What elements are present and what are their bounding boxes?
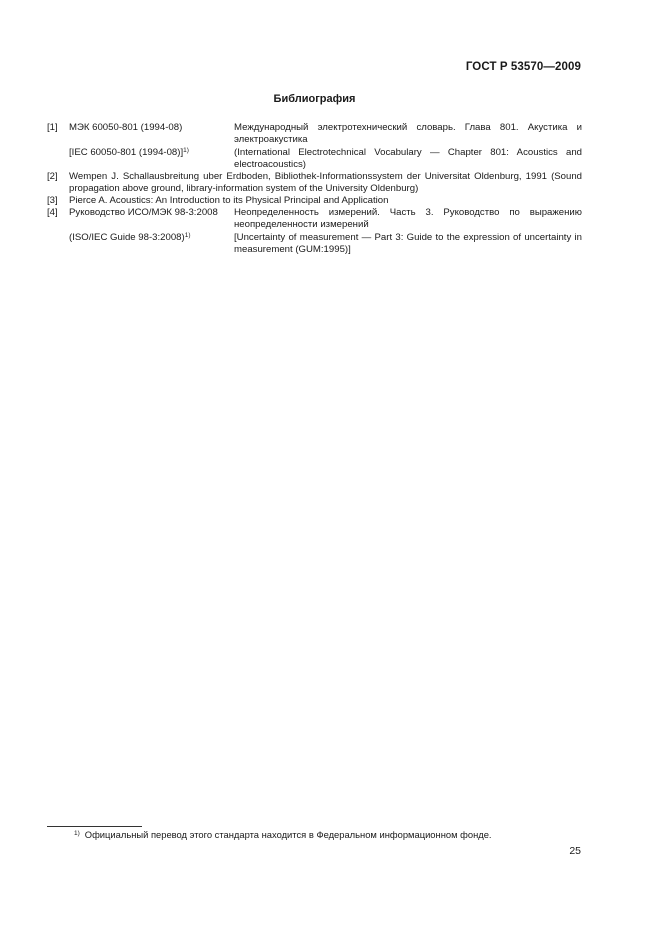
entry-source-english: [IEC 60050-801 (1994-08)]$^{1)}$ (69, 147, 189, 158)
entry-number: [4] (47, 207, 58, 218)
page-number: 25 (569, 845, 581, 857)
entry-source-english: (ISO/IEC Guide 98-3:2008)$^{1)}$ (69, 232, 191, 243)
footnote-separator (47, 826, 142, 827)
entry-description: Международный электротехнический словарь. Глава 801. Акустика и электроакустика (234, 122, 582, 145)
bibliography-entry-3 (47, 195, 582, 207)
entry-description: Wempen J. Schallausbreitung uber Erdboden, Bibliothek-Informationssystem der Universitat Oldenburg, 1991 (Sound propagation above ground, library-information system of the University Oldenburg) (69, 171, 582, 194)
footnote (74, 829, 492, 841)
entry-source: МЭК 60050-801 (1994-08) (69, 122, 183, 133)
bibliography-entry-2 (47, 171, 582, 195)
entry-description: Неопределенность измерений. Часть 3. Руководство по выражению неопределенности измерений (234, 207, 582, 230)
footnote-marker: 1) (184, 232, 191, 239)
footnote-text: Официальный перевод этого стандарта находится в Федеральном информационном фонде. (84, 829, 492, 840)
bibliography-entry-4-english (47, 232, 582, 256)
footnote-marker: 1) (74, 830, 80, 837)
bibliography-entry-1-english (47, 147, 582, 171)
entry-number: [1] (47, 122, 58, 133)
bibliography-entry-1 (47, 122, 582, 146)
footnote-marker: 1) (183, 147, 189, 154)
entry-description-english: (International Electrotechnical Vocabulary — Chapter 801: Acoustics and electroacoustics) (234, 147, 582, 170)
entry-description: Pierce A. Acoustics: An Introduction to its Physical Principal and Application (69, 195, 389, 206)
entry-source: Руководство ИСО/МЭК 98-3:2008 (69, 207, 218, 218)
bibliography-title: Библиография (273, 93, 356, 105)
entry-number: [3] (47, 195, 58, 206)
entry-description-english: [Uncertainty of measurement — Part 3: Guide to the expression of uncertainty in measurement (GUM:1995)] (234, 232, 582, 255)
entry-number: [2] (47, 171, 58, 182)
document-code: ГОСТ Р 53570—2009 (465, 61, 581, 73)
bibliography-entry-4 (47, 207, 582, 231)
bibliography-list (47, 122, 582, 256)
